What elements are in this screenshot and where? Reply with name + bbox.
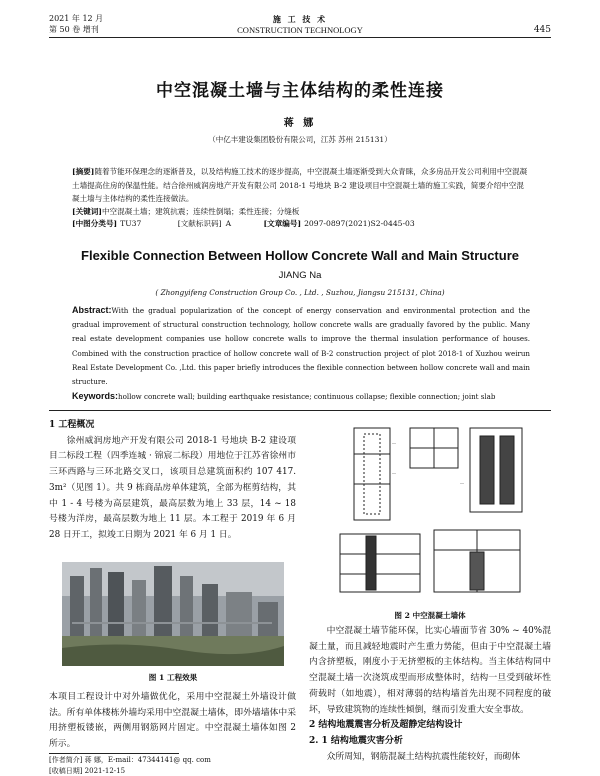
abstract-cn-block: [72, 165, 530, 230]
doc-code-value: A: [226, 219, 231, 228]
paper-title-en: Flexible Connection Between Hollow Concrete Wall and Main Structure: [0, 248, 600, 263]
keywords-en: [72, 391, 542, 401]
footnote-author: [作者简介] 蒋 娜，E-mail：47344141@ qq. com: [49, 755, 211, 766]
author: 蒋 娜: [0, 114, 600, 129]
author-en: JIANG Na: [0, 270, 600, 281]
figure1-caption: 图 1 工程效果: [62, 672, 284, 683]
clc-label: [中图分类号]: [72, 219, 117, 228]
article-id-label: [文章编号]: [264, 219, 302, 228]
keywords-cn: [72, 206, 530, 218]
section1-para2: 本项目工程设计中对外墙做优化，采用中空混凝土外墙设计做法。所有单体楼栋外墙均采用中空混凝土墙体，即外墙墙体中采用挤塑板镂嵌，两侧用钢筋网片固定。中空混凝土墙体如图 2 所示。: [49, 690, 296, 753]
section21-heading: 2. 1 结构地震灾害分析: [309, 734, 551, 750]
left-column: [49, 418, 296, 544]
figure2-drawing: [330, 424, 530, 600]
svg-text:—: —: [392, 440, 396, 445]
header-journal-en: CONSTRUCTION TECHNOLOGY: [200, 25, 400, 35]
right-column: [309, 624, 551, 765]
section2-heading: 2 结构地震震害分析及超静定结构设计: [309, 718, 551, 734]
footnote-received: [收稿日期] 2021-12-15: [49, 766, 211, 776]
figure2-caption: 图 2 中空混凝土墙体: [330, 610, 530, 621]
article-id-value: 2097-0897(2021)S2-0445-03: [304, 219, 415, 228]
keywords-en-text: hollow concrete wall; building earthquake resistance; continuous collapse; flexible connection; joint slab: [118, 392, 495, 401]
right-para1: 中空混凝土墙节能环保，比实心墙面节省 30% ~ 40%混凝土量，而且减轻地震时产生重力势能，但由于中空混凝土墙内含挤塑板，刚度小于无挤塑板的主体结构。当主体结构同中空混凝土墙一次浇筑成型而形成整体时，结构一旦受到破坏性荷载时（如地震），相对薄弱的结构墙首先出现不同程度的破坏，导致建筑物的连续性倾倒，继而引发重大安全事故。: [309, 624, 551, 718]
classification-line: [72, 218, 530, 230]
abstract-cn-label: [摘要]: [72, 167, 94, 176]
doc-code-label: [文献标识码]: [178, 219, 222, 228]
abstract-rule: [49, 410, 551, 411]
keywords-cn-label: [关键词]: [72, 207, 102, 216]
abstract-en-label: Abstract:: [72, 305, 112, 315]
header-rule: [49, 37, 551, 38]
abstract-en-text: With the gradual popularization of the concept of energy conservation and environmental protection and the gradual improvement of structural construction technology, hollow concrete walls are gradually favored by the public. Many real estate development companies use hollow concrete walls to improve the thermal insulation performance of houses. Combined with the construction practice of hollow concrete wall of B-2 construction project of plot 2018-1 of Xuzhou weirun Real Estate Development Co. ,Ltd. this paper briefly introduces the flexible connection between hollow concrete wall and main structure.: [72, 306, 530, 386]
footnote-rule: [49, 753, 179, 754]
paper-title: 中空混凝土墙与主体结构的柔性连接: [0, 76, 600, 101]
header-date: 2021 年 12 月: [49, 14, 103, 24]
header-journal-cn: 施 工 技 术: [200, 14, 400, 24]
figure2: [330, 424, 530, 621]
keywords-cn-text: 中空混凝土墙；建筑抗震；连续性倒塌；柔性连接；分缝板: [102, 207, 299, 216]
affiliation: （中亿丰建设集团股份有限公司，江苏 苏州 215131）: [0, 134, 600, 145]
abstract-cn-text: 随着节能环保理念的逐渐普及，以及结构施工技术的逐步提高，中空混凝土墙逐渐受到大众青睐，众多房品开发公司利用中空混凝土墙提高住房的保温性能。结合徐州威润房地产开发有限公司 2018-1 号地块 B-2 建设项目中空混凝土墙的施工实践，简要介绍中空混凝土墙与主体结构的柔性连接做法。: [72, 167, 527, 203]
abstract-en: [72, 303, 530, 389]
clc-value: TU37: [120, 219, 141, 228]
figure1: [62, 562, 284, 683]
right-para2: 众所周知，钢筋混凝土结构抗震性能较好，而砌体: [309, 750, 551, 766]
keywords-en-label: Keywords:: [72, 391, 118, 401]
header-volume: 第 50 卷 增刊: [49, 25, 99, 35]
affiliation-en: ( Zhongyifeng Construction Group Co. , Ltd. , Suzhou, Jiangsu 215131, China): [0, 288, 600, 297]
footnote-block: [49, 755, 211, 776]
svg-text:—: —: [392, 470, 396, 475]
section1-para1: 徐州威润房地产开发有限公司 2018-1 号地块 B-2 建设项目二标段工程（四季连城 · 锦宸二标段）用地位于江苏省徐州市三环西路与三环北路交叉口，该项目总建筑面积约 107 417. 3m²（见图 1）。共 9 栋商品房单体建筑，全部为框剪结构，其中 1 - 4 号楼为高层建筑，最高层数为地上 33 层，14 ~ 18 号楼为洋房，最高层数为地上 11 层。本工程于 2019 年 6 月 28 日开工，拟竣工日期为 2021 年 6 月 1 日。: [49, 434, 296, 544]
figure1-rendering: [62, 562, 284, 666]
section1-heading: 1 工程概况: [49, 418, 296, 434]
abstract-cn: [72, 165, 530, 206]
svg-text:—: —: [460, 480, 464, 485]
page-number: 445: [520, 25, 551, 35]
